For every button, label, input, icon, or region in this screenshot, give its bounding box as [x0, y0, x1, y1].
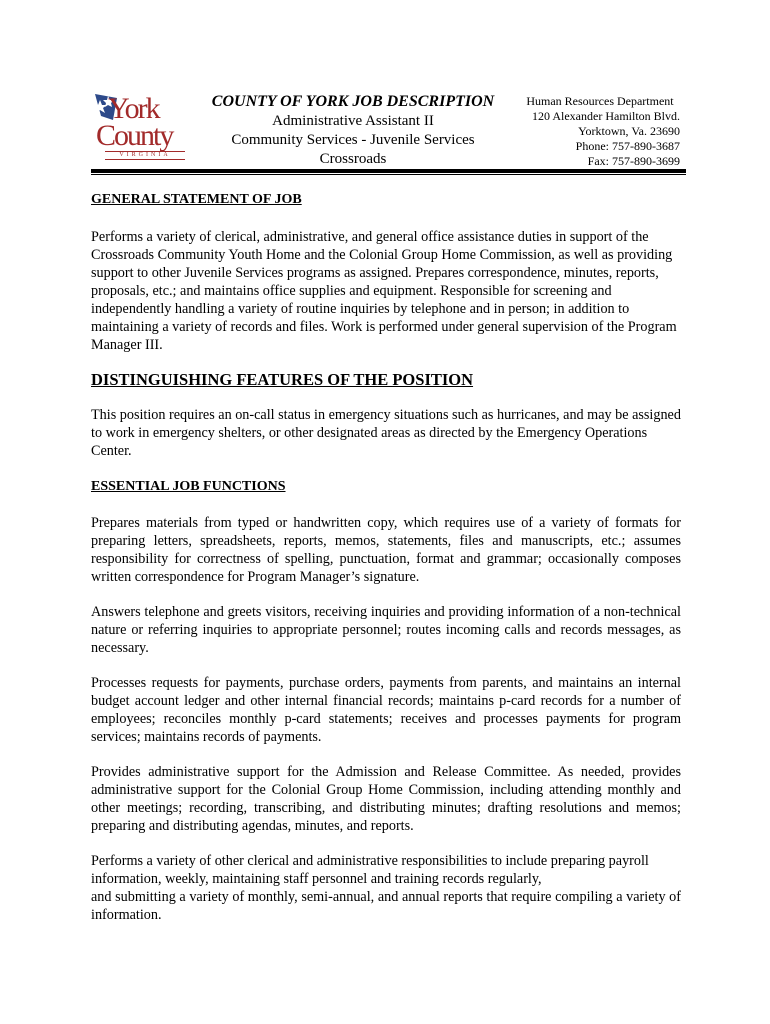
header-divider-thick: [91, 169, 686, 173]
contact-block: [500, 94, 680, 169]
contact-phone: Phone: 757-890-3687: [575, 139, 680, 153]
essential-paragraph: Processes requests for payments, purchase orders, payments from parents, and maintains an internal budget account ledger and other internal financial records; maintains p-card records for a number of employees; reconciles monthly p-card statements; receives and processes payments for program services; maintains records of payments.: [91, 675, 681, 745]
distinguishing-text: This position requires an on-call status in emergency situations such as hurricanes, and may be assigned to work in emergency shelters, or other designated areas as directed by the Emergency Operations Center.: [91, 407, 681, 459]
logo-line-1: York: [108, 92, 159, 125]
essential-paragraph: Answers telephone and greets visitors, receiving inquiries and providing information of a non-technical nature or referring inquiries to appropriate personnel; routes incoming calls and records messages, as necessary.: [91, 604, 681, 656]
distinguishing-heading: DISTINGUISHING FEATURES OF THE POSITION: [91, 370, 474, 389]
essential-paragraph: Provides administrative support for the Admission and Release Committee. As needed, provides administrative support for the Colonial Group Home Commission, including attending monthly and other meetings; recording, transcribing, and distributing minutes; drafting resolutions and memos; preparing and distributing agendas, minutes, and reports.: [91, 764, 681, 834]
header-divider-thin: [91, 174, 686, 175]
header-center: [200, 92, 506, 169]
york-county-logo: [91, 92, 191, 160]
contact-dept: Human Resources Department: [526, 94, 674, 108]
general-heading: GENERAL STATEMENT OF JOB: [91, 192, 302, 207]
contact-fax: Fax: 757-890-3699: [587, 154, 680, 168]
general-text: Performs a variety of clerical, administrative, and general office assistance duties in support of the Crossroads Community Youth Home and the Colonial Group Home Commission, as well as providing support to other Juvenile Services programs as assigned. Prepares correspondence, minutes, reports, proposals, etc.; and maintains office supplies and equipment. Responsible for screening and independently handling a variety of routine inquiries by telephone and in person; in addition to maintaining a variety of records and files. Work is performed under general supervision of the Program Manager III.: [91, 229, 677, 353]
essential-paragraph-last-1: Performs a variety of other clerical and administrative responsibilities to include preparing payroll information, weekly, maintaining staff personnel and training records regularly,: [91, 853, 649, 887]
essential-heading: ESSENTIAL JOB FUNCTIONS: [91, 479, 286, 494]
position-title: Administrative Assistant II: [272, 113, 434, 129]
program-name: Crossroads: [319, 151, 387, 167]
essential-paragraph-last-2: and submitting a variety of monthly, semi-annual, and annual reports that require compiling a variety of information.: [91, 889, 681, 923]
logo-state: VIRGINIA: [105, 151, 185, 160]
contact-address: 120 Alexander Hamilton Blvd.: [532, 109, 680, 123]
contact-city: Yorktown, Va. 23690: [578, 124, 680, 138]
logo-line-2: County: [96, 119, 173, 152]
document-title: COUNTY OF YORK JOB DESCRIPTION: [211, 93, 495, 110]
essential-paragraph: Prepares materials from typed or handwritten copy, which requires use of a variety of formats for preparing letters, spreadsheets, reports, memos, statements, files and manuscripts, etc.; assumes responsibility for correctness of spelling, punctuation, format and grammar; occasionally composes written correspondence for Program Manager’s signature.: [91, 515, 681, 585]
department-name: Community Services - Juvenile Services: [231, 132, 475, 148]
document-body: [91, 191, 681, 924]
